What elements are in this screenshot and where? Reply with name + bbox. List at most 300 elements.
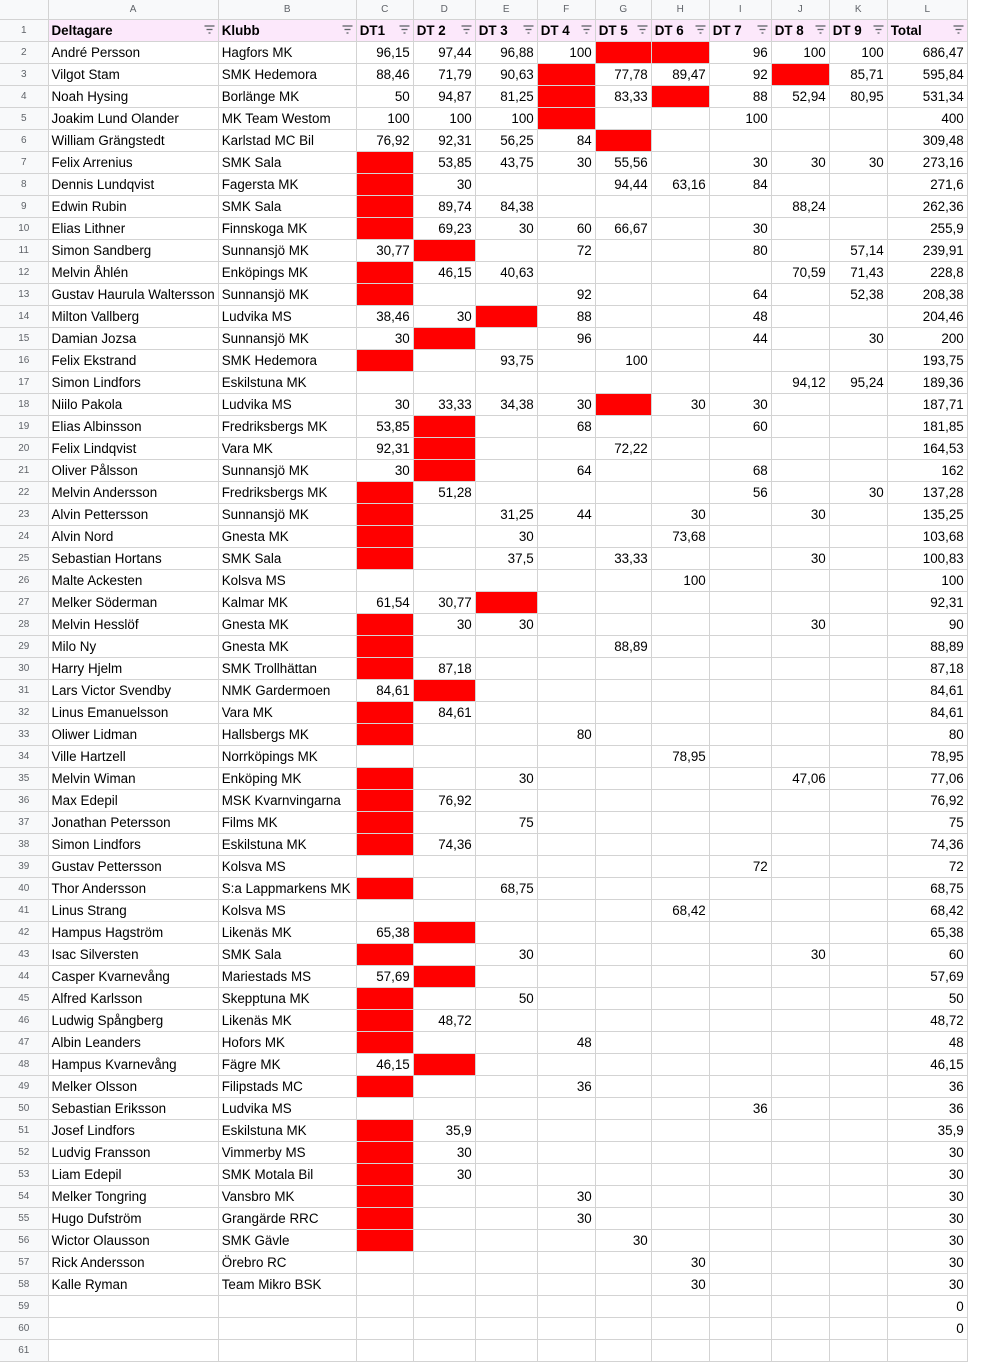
club-cell[interactable]: Films MK xyxy=(218,811,356,833)
score-cell[interactable]: 97,44 xyxy=(413,41,475,63)
total-cell[interactable]: 87,18 xyxy=(887,657,967,679)
score-cell[interactable] xyxy=(771,393,829,415)
score-cell[interactable] xyxy=(537,701,595,723)
score-cell[interactable] xyxy=(413,1031,475,1053)
participant-cell[interactable]: Melvin Andersson xyxy=(48,481,218,503)
score-cell[interactable]: 52,94 xyxy=(771,85,829,107)
club-cell[interactable]: Hofors MK xyxy=(218,1031,356,1053)
total-cell[interactable]: 30 xyxy=(887,1207,967,1229)
participant-cell[interactable]: Albin Leanders xyxy=(48,1031,218,1053)
score-cell[interactable] xyxy=(475,965,537,987)
score-cell[interactable] xyxy=(709,965,771,987)
club-cell[interactable]: Grangärde RRC xyxy=(218,1207,356,1229)
score-cell[interactable] xyxy=(475,1009,537,1031)
participant-cell[interactable]: Rick Andersson xyxy=(48,1251,218,1273)
score-cell[interactable]: 30 xyxy=(413,173,475,195)
participant-cell[interactable]: Damian Jozsa xyxy=(48,327,218,349)
score-cell[interactable]: 92,31 xyxy=(413,129,475,151)
score-cell[interactable] xyxy=(709,745,771,767)
score-cell[interactable]: 64 xyxy=(537,459,595,481)
score-cell[interactable]: 89,47 xyxy=(651,63,709,85)
participant-cell[interactable]: Hampus Kvarnevång xyxy=(48,1053,218,1075)
club-cell[interactable]: Hallsbergs MK xyxy=(218,723,356,745)
row-number[interactable]: 32 xyxy=(0,701,48,723)
row-number[interactable]: 20 xyxy=(0,437,48,459)
score-cell[interactable]: 35,9 xyxy=(413,1119,475,1141)
score-cell[interactable]: 74,36 xyxy=(413,833,475,855)
score-cell[interactable] xyxy=(829,591,887,613)
score-cell[interactable]: 56,25 xyxy=(475,129,537,151)
score-cell[interactable]: 77,78 xyxy=(595,63,651,85)
score-cell[interactable] xyxy=(771,1185,829,1207)
score-cell[interactable] xyxy=(475,855,537,877)
score-cell[interactable]: 61,54 xyxy=(356,591,413,613)
participant-cell[interactable]: Alfred Karlsson xyxy=(48,987,218,1009)
score-cell[interactable]: 80 xyxy=(537,723,595,745)
club-cell[interactable]: Ludvika MS xyxy=(218,1097,356,1119)
row-number[interactable]: 1 xyxy=(0,19,48,41)
participant-cell[interactable]: Linus Emanuelsson xyxy=(48,701,218,723)
score-cell[interactable] xyxy=(537,107,595,129)
total-cell[interactable]: 400 xyxy=(887,107,967,129)
score-cell[interactable] xyxy=(475,1119,537,1141)
score-cell[interactable] xyxy=(829,1163,887,1185)
club-cell[interactable]: Fredriksbergs MK xyxy=(218,415,356,437)
total-cell[interactable]: 103,68 xyxy=(887,525,967,547)
score-cell[interactable] xyxy=(413,1229,475,1251)
score-cell[interactable] xyxy=(537,1273,595,1295)
score-cell[interactable]: 95,24 xyxy=(829,371,887,393)
score-cell[interactable]: 96 xyxy=(537,327,595,349)
score-cell[interactable]: 56 xyxy=(709,481,771,503)
score-cell[interactable] xyxy=(595,1317,651,1339)
total-cell[interactable]: 78,95 xyxy=(887,745,967,767)
score-cell[interactable]: 46,15 xyxy=(356,1053,413,1075)
club-cell[interactable]: Fagersta MK xyxy=(218,173,356,195)
score-cell[interactable] xyxy=(413,415,475,437)
score-cell[interactable] xyxy=(829,173,887,195)
row-number[interactable]: 13 xyxy=(0,283,48,305)
score-cell[interactable] xyxy=(829,129,887,151)
club-cell[interactable]: Likenäs MK xyxy=(218,921,356,943)
row-number[interactable]: 42 xyxy=(0,921,48,943)
score-cell[interactable] xyxy=(595,877,651,899)
participant-cell[interactable]: Thor Andersson xyxy=(48,877,218,899)
participant-cell[interactable]: Wictor Olausson xyxy=(48,1229,218,1251)
score-cell[interactable] xyxy=(356,877,413,899)
score-cell[interactable] xyxy=(771,855,829,877)
score-cell[interactable] xyxy=(356,943,413,965)
score-cell[interactable] xyxy=(356,1273,413,1295)
score-cell[interactable] xyxy=(537,811,595,833)
score-cell[interactable] xyxy=(537,547,595,569)
score-cell[interactable] xyxy=(651,855,709,877)
score-cell[interactable]: 30 xyxy=(475,613,537,635)
score-cell[interactable] xyxy=(413,349,475,371)
score-cell[interactable] xyxy=(771,657,829,679)
row-number[interactable]: 49 xyxy=(0,1075,48,1097)
header-cell-dt9[interactable] xyxy=(829,19,887,41)
score-cell[interactable] xyxy=(356,261,413,283)
score-cell[interactable] xyxy=(829,1273,887,1295)
participant-cell[interactable]: Felix Arrenius xyxy=(48,151,218,173)
total-cell[interactable]: 228,8 xyxy=(887,261,967,283)
score-cell[interactable] xyxy=(537,657,595,679)
club-cell[interactable]: S:a Lappmarkens MK xyxy=(218,877,356,899)
score-cell[interactable] xyxy=(709,437,771,459)
score-cell[interactable] xyxy=(709,767,771,789)
participant-cell[interactable]: Kalle Ryman xyxy=(48,1273,218,1295)
score-cell[interactable] xyxy=(595,745,651,767)
score-cell[interactable] xyxy=(475,1185,537,1207)
score-cell[interactable] xyxy=(475,701,537,723)
score-cell[interactable] xyxy=(595,371,651,393)
score-cell[interactable]: 92 xyxy=(537,283,595,305)
row-number[interactable]: 55 xyxy=(0,1207,48,1229)
score-cell[interactable]: 100 xyxy=(475,107,537,129)
score-cell[interactable] xyxy=(771,1207,829,1229)
score-cell[interactable] xyxy=(829,1295,887,1317)
score-cell[interactable] xyxy=(771,349,829,371)
score-cell[interactable] xyxy=(771,283,829,305)
score-cell[interactable] xyxy=(771,745,829,767)
score-cell[interactable] xyxy=(475,1141,537,1163)
score-cell[interactable] xyxy=(475,239,537,261)
total-cell[interactable]: 68,42 xyxy=(887,899,967,921)
score-cell[interactable] xyxy=(537,1295,595,1317)
score-cell[interactable] xyxy=(537,1097,595,1119)
score-cell[interactable] xyxy=(829,701,887,723)
score-cell[interactable] xyxy=(829,525,887,547)
score-cell[interactable]: 80 xyxy=(709,239,771,261)
row-number[interactable]: 38 xyxy=(0,833,48,855)
score-cell[interactable] xyxy=(829,767,887,789)
score-cell[interactable] xyxy=(651,1295,709,1317)
score-cell[interactable] xyxy=(709,591,771,613)
club-cell[interactable]: Filipstads MC xyxy=(218,1075,356,1097)
total-cell[interactable]: 30 xyxy=(887,1273,967,1295)
score-cell[interactable] xyxy=(829,107,887,129)
score-cell[interactable] xyxy=(709,613,771,635)
score-cell[interactable] xyxy=(537,1141,595,1163)
total-cell[interactable]: 35,9 xyxy=(887,1119,967,1141)
score-cell[interactable] xyxy=(413,547,475,569)
score-cell[interactable] xyxy=(413,1207,475,1229)
club-cell[interactable]: SMK Trollhättan xyxy=(218,657,356,679)
row-number[interactable]: 19 xyxy=(0,415,48,437)
filter-icon[interactable] xyxy=(695,24,706,35)
row-number[interactable]: 39 xyxy=(0,855,48,877)
score-cell[interactable]: 30 xyxy=(771,613,829,635)
score-cell[interactable]: 30 xyxy=(413,613,475,635)
score-cell[interactable]: 30 xyxy=(829,151,887,173)
score-cell[interactable]: 30 xyxy=(651,393,709,415)
score-cell[interactable]: 63,16 xyxy=(651,173,709,195)
participant-cell[interactable]: Ville Hartzell xyxy=(48,745,218,767)
score-cell[interactable]: 30 xyxy=(537,1185,595,1207)
score-cell[interactable] xyxy=(356,1185,413,1207)
column-header-j[interactable]: J xyxy=(771,0,829,19)
row-number[interactable]: 14 xyxy=(0,305,48,327)
score-cell[interactable] xyxy=(537,1053,595,1075)
row-number[interactable]: 2 xyxy=(0,41,48,63)
participant-cell[interactable]: Dennis Lundqvist xyxy=(48,173,218,195)
score-cell[interactable] xyxy=(475,833,537,855)
score-cell[interactable] xyxy=(413,723,475,745)
score-cell[interactable] xyxy=(537,767,595,789)
score-cell[interactable] xyxy=(651,1163,709,1185)
row-number[interactable]: 26 xyxy=(0,569,48,591)
score-cell[interactable] xyxy=(475,657,537,679)
row-number[interactable]: 61 xyxy=(0,1339,48,1361)
score-cell[interactable] xyxy=(356,1251,413,1273)
score-cell[interactable]: 48 xyxy=(537,1031,595,1053)
club-cell[interactable]: Karlstad MC Bil xyxy=(218,129,356,151)
score-cell[interactable]: 30 xyxy=(413,305,475,327)
club-cell[interactable] xyxy=(218,1295,356,1317)
total-cell[interactable]: 80 xyxy=(887,723,967,745)
score-cell[interactable] xyxy=(709,679,771,701)
score-cell[interactable] xyxy=(475,1163,537,1185)
filter-icon[interactable] xyxy=(873,24,884,35)
filter-icon[interactable] xyxy=(815,24,826,35)
score-cell[interactable]: 92 xyxy=(709,63,771,85)
score-cell[interactable]: 36 xyxy=(709,1097,771,1119)
score-cell[interactable] xyxy=(829,723,887,745)
score-cell[interactable] xyxy=(829,811,887,833)
score-cell[interactable] xyxy=(537,855,595,877)
club-cell[interactable]: SMK Sala xyxy=(218,151,356,173)
score-cell[interactable] xyxy=(829,965,887,987)
score-cell[interactable] xyxy=(829,503,887,525)
row-number[interactable]: 16 xyxy=(0,349,48,371)
column-header-i[interactable]: I xyxy=(709,0,771,19)
score-cell[interactable]: 75 xyxy=(475,811,537,833)
score-cell[interactable] xyxy=(356,217,413,239)
score-cell[interactable] xyxy=(475,1295,537,1317)
score-cell[interactable] xyxy=(771,987,829,1009)
row-number[interactable]: 3 xyxy=(0,63,48,85)
participant-cell[interactable]: André Persson xyxy=(48,41,218,63)
score-cell[interactable] xyxy=(413,1251,475,1273)
score-cell[interactable]: 30 xyxy=(537,393,595,415)
score-cell[interactable] xyxy=(829,833,887,855)
club-cell[interactable] xyxy=(218,1317,356,1339)
score-cell[interactable] xyxy=(413,943,475,965)
participant-cell[interactable]: Felix Lindqvist xyxy=(48,437,218,459)
score-cell[interactable]: 70,59 xyxy=(771,261,829,283)
score-cell[interactable]: 30 xyxy=(356,393,413,415)
score-cell[interactable] xyxy=(413,965,475,987)
header-cell-dt2[interactable] xyxy=(413,19,475,41)
score-cell[interactable] xyxy=(771,591,829,613)
column-header-e[interactable]: E xyxy=(475,0,537,19)
score-cell[interactable] xyxy=(709,1229,771,1251)
score-cell[interactable] xyxy=(356,1229,413,1251)
score-cell[interactable]: 100 xyxy=(829,41,887,63)
total-cell[interactable]: 189,36 xyxy=(887,371,967,393)
score-cell[interactable]: 88,89 xyxy=(595,635,651,657)
score-cell[interactable]: 84 xyxy=(709,173,771,195)
score-cell[interactable]: 30 xyxy=(595,1229,651,1251)
score-cell[interactable] xyxy=(651,1075,709,1097)
score-cell[interactable] xyxy=(475,1053,537,1075)
participant-cell[interactable]: Malte Ackesten xyxy=(48,569,218,591)
score-cell[interactable] xyxy=(651,415,709,437)
row-number[interactable]: 53 xyxy=(0,1163,48,1185)
score-cell[interactable] xyxy=(475,1251,537,1273)
club-cell[interactable]: Kalmar MK xyxy=(218,591,356,613)
score-cell[interactable] xyxy=(413,1097,475,1119)
club-cell[interactable]: SMK Hedemora xyxy=(218,63,356,85)
score-cell[interactable] xyxy=(537,525,595,547)
score-cell[interactable] xyxy=(595,789,651,811)
score-cell[interactable]: 43,75 xyxy=(475,151,537,173)
row-number[interactable]: 15 xyxy=(0,327,48,349)
score-cell[interactable] xyxy=(709,943,771,965)
total-cell[interactable]: 595,84 xyxy=(887,63,967,85)
total-cell[interactable]: 74,36 xyxy=(887,833,967,855)
header-cell-dt5[interactable] xyxy=(595,19,651,41)
score-cell[interactable] xyxy=(475,437,537,459)
score-cell[interactable] xyxy=(651,1339,709,1361)
participant-cell[interactable]: Niilo Pakola xyxy=(48,393,218,415)
score-cell[interactable] xyxy=(356,1075,413,1097)
filter-icon[interactable] xyxy=(581,24,592,35)
participant-cell[interactable]: Hugo Dufström xyxy=(48,1207,218,1229)
score-cell[interactable]: 88 xyxy=(709,85,771,107)
score-cell[interactable] xyxy=(537,987,595,1009)
score-cell[interactable] xyxy=(771,481,829,503)
total-cell[interactable]: 271,6 xyxy=(887,173,967,195)
score-cell[interactable] xyxy=(771,1339,829,1361)
score-cell[interactable]: 53,85 xyxy=(356,415,413,437)
score-cell[interactable] xyxy=(651,965,709,987)
score-cell[interactable] xyxy=(651,987,709,1009)
club-cell[interactable]: Gnesta MK xyxy=(218,525,356,547)
score-cell[interactable] xyxy=(651,1053,709,1075)
score-cell[interactable] xyxy=(709,349,771,371)
score-cell[interactable] xyxy=(356,657,413,679)
score-cell[interactable] xyxy=(771,811,829,833)
score-cell[interactable] xyxy=(413,1317,475,1339)
total-cell[interactable]: 46,15 xyxy=(887,1053,967,1075)
score-cell[interactable] xyxy=(651,943,709,965)
score-cell[interactable] xyxy=(413,437,475,459)
score-cell[interactable] xyxy=(651,701,709,723)
score-cell[interactable] xyxy=(651,591,709,613)
score-cell[interactable]: 57,69 xyxy=(356,965,413,987)
score-cell[interactable]: 93,75 xyxy=(475,349,537,371)
total-cell[interactable]: 68,75 xyxy=(887,877,967,899)
score-cell[interactable] xyxy=(651,767,709,789)
header-cell-dt1[interactable] xyxy=(356,19,413,41)
club-cell[interactable]: Norrköpings MK xyxy=(218,745,356,767)
score-cell[interactable]: 30 xyxy=(537,151,595,173)
row-number[interactable]: 59 xyxy=(0,1295,48,1317)
score-cell[interactable] xyxy=(709,1251,771,1273)
participant-cell[interactable]: Oliver Pålsson xyxy=(48,459,218,481)
total-cell[interactable]: 686,47 xyxy=(887,41,967,63)
score-cell[interactable]: 51,28 xyxy=(413,481,475,503)
participant-cell[interactable] xyxy=(48,1339,218,1361)
score-cell[interactable] xyxy=(829,305,887,327)
score-cell[interactable] xyxy=(829,987,887,1009)
participant-cell[interactable]: Simon Lindfors xyxy=(48,833,218,855)
score-cell[interactable] xyxy=(595,855,651,877)
total-cell[interactable]: 30 xyxy=(887,1229,967,1251)
participant-cell[interactable]: William Grängstedt xyxy=(48,129,218,151)
participant-cell[interactable]: Simon Sandberg xyxy=(48,239,218,261)
score-cell[interactable] xyxy=(771,239,829,261)
score-cell[interactable] xyxy=(413,1295,475,1317)
club-cell[interactable]: Sunnansjö MK xyxy=(218,327,356,349)
score-cell[interactable]: 30,77 xyxy=(356,239,413,261)
score-cell[interactable] xyxy=(537,921,595,943)
score-cell[interactable] xyxy=(651,1229,709,1251)
score-cell[interactable] xyxy=(651,85,709,107)
score-cell[interactable] xyxy=(356,613,413,635)
score-cell[interactable] xyxy=(356,151,413,173)
total-cell[interactable]: 84,61 xyxy=(887,701,967,723)
participant-cell[interactable]: Elias Albinsson xyxy=(48,415,218,437)
score-cell[interactable] xyxy=(771,415,829,437)
score-cell[interactable]: 31,25 xyxy=(475,503,537,525)
score-cell[interactable] xyxy=(595,415,651,437)
total-cell[interactable]: 309,48 xyxy=(887,129,967,151)
club-cell[interactable]: Sunnansjö MK xyxy=(218,283,356,305)
score-cell[interactable]: 30 xyxy=(537,1207,595,1229)
score-cell[interactable]: 30 xyxy=(709,217,771,239)
score-cell[interactable] xyxy=(475,1031,537,1053)
row-number[interactable]: 58 xyxy=(0,1273,48,1295)
score-cell[interactable] xyxy=(356,701,413,723)
participant-cell[interactable]: Melvin Wiman xyxy=(48,767,218,789)
total-cell[interactable]: 100 xyxy=(887,569,967,591)
score-cell[interactable] xyxy=(413,811,475,833)
row-number[interactable]: 33 xyxy=(0,723,48,745)
total-cell[interactable] xyxy=(887,1339,967,1361)
score-cell[interactable]: 44 xyxy=(709,327,771,349)
score-cell[interactable]: 40,63 xyxy=(475,261,537,283)
score-cell[interactable] xyxy=(829,899,887,921)
score-cell[interactable] xyxy=(709,371,771,393)
score-cell[interactable] xyxy=(475,723,537,745)
score-cell[interactable] xyxy=(413,745,475,767)
score-cell[interactable] xyxy=(651,129,709,151)
score-cell[interactable] xyxy=(709,1075,771,1097)
score-cell[interactable] xyxy=(651,833,709,855)
score-cell[interactable] xyxy=(595,481,651,503)
club-cell[interactable]: Kolsva MS xyxy=(218,899,356,921)
score-cell[interactable] xyxy=(771,569,829,591)
score-cell[interactable] xyxy=(595,1185,651,1207)
score-cell[interactable] xyxy=(356,833,413,855)
score-cell[interactable] xyxy=(709,1295,771,1317)
score-cell[interactable] xyxy=(537,1163,595,1185)
score-cell[interactable] xyxy=(651,1031,709,1053)
club-cell[interactable]: Team Mikro BSK xyxy=(218,1273,356,1295)
score-cell[interactable] xyxy=(771,437,829,459)
score-cell[interactable] xyxy=(537,349,595,371)
row-number[interactable]: 25 xyxy=(0,547,48,569)
score-cell[interactable] xyxy=(475,899,537,921)
score-cell[interactable] xyxy=(595,1207,651,1229)
total-cell[interactable]: 90 xyxy=(887,613,967,635)
score-cell[interactable] xyxy=(595,767,651,789)
score-cell[interactable] xyxy=(356,1009,413,1031)
score-cell[interactable] xyxy=(771,525,829,547)
